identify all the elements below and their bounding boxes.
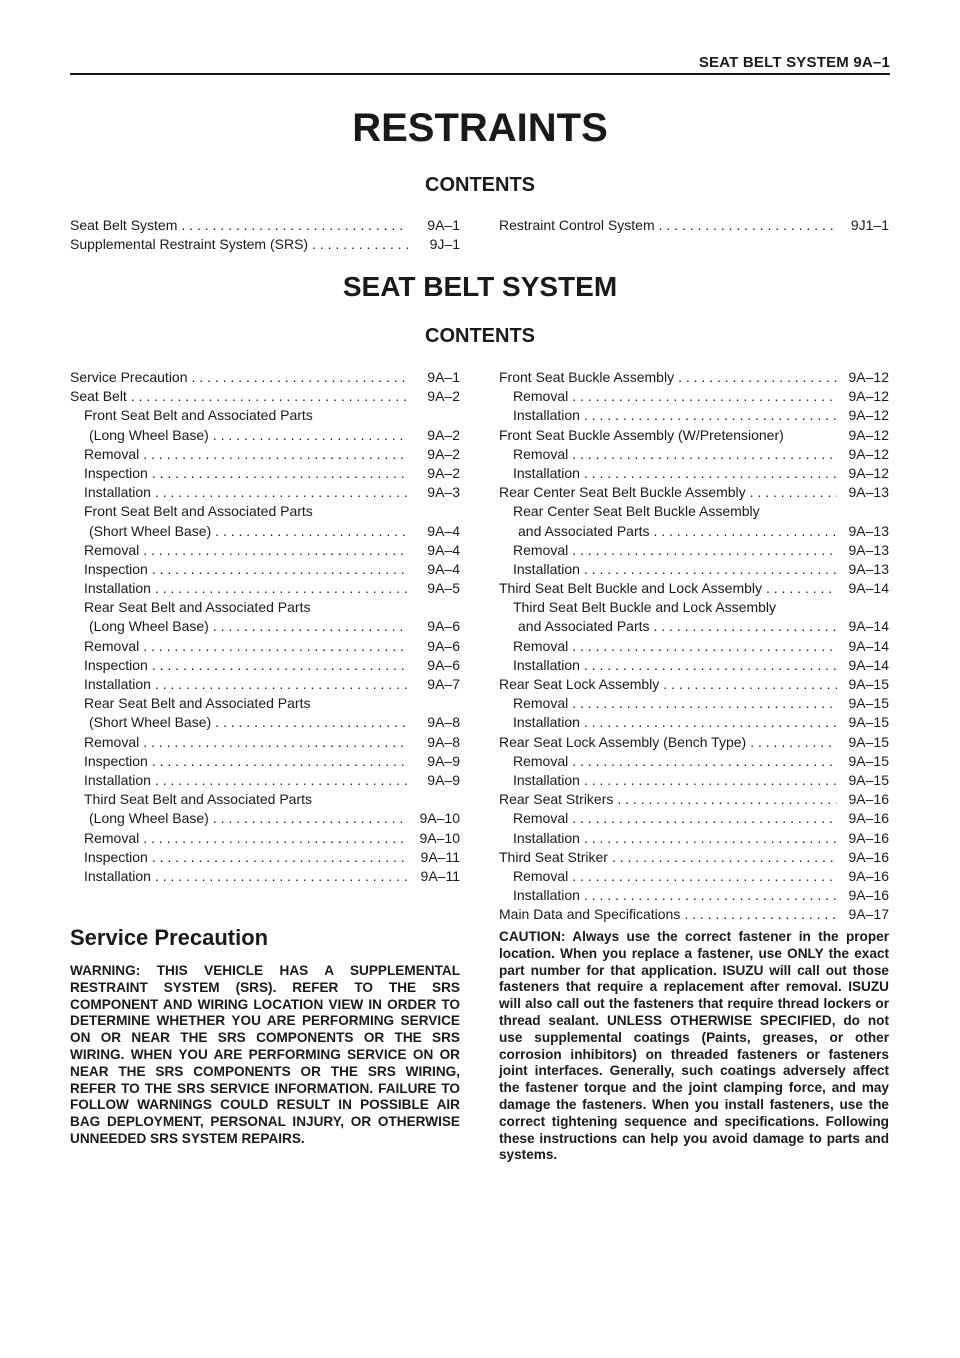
toc-entry-page: 9A–2	[427, 388, 460, 405]
toc-entry-page: 9A–6	[427, 618, 460, 635]
toc-leader-dots	[612, 848, 837, 867]
toc-entry-label: Seat Belt	[70, 388, 127, 405]
toc-leader-dots	[572, 867, 837, 886]
toc-entry-page: 9A–15	[848, 771, 889, 788]
toc-entry[interactable]	[70, 426, 460, 445]
toc-entry-page	[841, 598, 889, 617]
toc-leader-dots	[750, 733, 837, 752]
toc-entry-page: 9A–13	[848, 484, 889, 501]
toc-entry-label: Installation	[513, 771, 580, 788]
toc-entry-label: Removal	[84, 541, 140, 558]
toc-leader-dots	[654, 617, 837, 636]
toc-leader-dots	[572, 752, 837, 771]
toc-leader-dots	[152, 560, 408, 579]
toc-entry-label: Inspection	[84, 752, 148, 769]
service-precaution-heading: Service Precaution	[70, 925, 269, 950]
toc-entry-label: Removal	[84, 733, 140, 750]
toc-entry-label: Installation	[84, 867, 151, 884]
toc-entry-page: 9A–12	[848, 464, 889, 481]
toc-entry[interactable]	[499, 368, 889, 387]
toc-entry-page: 9A–8	[427, 733, 460, 750]
page-title: RESTRAINTS	[352, 106, 608, 150]
toc-entry-page: 9A–12	[848, 388, 889, 405]
toc-entry-label: Installation	[513, 560, 580, 577]
toc-entry-label: Third Seat Belt Buckle and Lock Assembly	[513, 599, 777, 616]
toc-leader-dots	[181, 216, 408, 235]
toc-leader-dots	[764, 502, 837, 521]
toc1-right	[499, 216, 889, 235]
toc-entry-label: and Associated Parts	[518, 618, 650, 635]
toc-entry-page: 9A–14	[848, 580, 889, 597]
toc-entry[interactable]	[70, 694, 460, 713]
toc-entry-label: Removal	[513, 637, 569, 654]
toc-entry[interactable]	[499, 733, 889, 752]
toc-leader-dots	[766, 579, 837, 598]
toc-entry-page: 9A–10	[419, 810, 460, 827]
toc-leader-dots	[572, 387, 837, 406]
toc-entry-page: 9A–17	[848, 906, 889, 923]
toc-entry-page: 9A–4	[427, 522, 460, 539]
toc-entry-label: (Long Wheel Base)	[89, 810, 209, 827]
toc-leader-dots	[584, 656, 837, 675]
toc-entry-label: Front Seat Belt and Associated Parts	[84, 407, 313, 424]
toc-leader-dots	[152, 848, 408, 867]
toc-entry-label: Installation	[84, 484, 151, 501]
toc-leader-dots	[155, 579, 408, 598]
toc-entry[interactable]	[70, 579, 460, 598]
header-rule	[70, 73, 890, 75]
toc-entry-page: 9A–15	[848, 676, 889, 692]
toc-entry-page: 9A–4	[427, 560, 460, 577]
toc-entry[interactable]	[499, 867, 889, 886]
toc-entry[interactable]	[70, 235, 460, 254]
toc-entry[interactable]	[499, 790, 889, 809]
toc-entry[interactable]	[499, 809, 889, 828]
toc-entry-label: Inspection	[84, 656, 148, 673]
toc-entry[interactable]	[499, 502, 889, 521]
toc-leader-dots	[788, 426, 837, 445]
toc-entry[interactable]	[70, 829, 460, 848]
toc-entry-page: 9A–12	[848, 407, 889, 424]
toc-entry[interactable]	[70, 368, 460, 387]
toc-entry-page: 9A–13	[848, 560, 889, 577]
toc-leader-dots	[780, 598, 837, 617]
toc-entry[interactable]	[70, 675, 460, 694]
toc-leader-dots	[213, 617, 408, 636]
toc-entry-label: Removal	[513, 867, 569, 884]
toc-entry[interactable]	[499, 694, 889, 713]
toc-entry-label: Removal	[513, 695, 569, 712]
toc-entry-label: (Long Wheel Base)	[89, 426, 209, 443]
toc-entry-page: 9A–14	[848, 656, 889, 673]
toc-entry[interactable]	[70, 848, 460, 867]
toc-entry[interactable]	[70, 483, 460, 502]
toc-entry-page: 9A–16	[848, 829, 889, 846]
toc-entry-page: 9A–14	[848, 618, 889, 635]
toc-entry-page: 9A–11	[420, 867, 460, 884]
toc-entry-page: 9A–15	[848, 752, 889, 769]
toc-entry-label: (Long Wheel Base)	[89, 618, 209, 635]
toc-entry[interactable]	[70, 637, 460, 656]
toc-entry-page: 9A–16	[848, 791, 889, 808]
toc-leader-dots	[152, 752, 408, 771]
toc-leader-dots	[316, 790, 408, 809]
toc-entry-page: 9A–2	[427, 426, 460, 443]
toc-leader-dots	[317, 406, 408, 425]
toc-entry[interactable]	[70, 790, 460, 809]
toc-entry[interactable]	[499, 656, 889, 675]
toc-entry-page: 9A–16	[848, 887, 889, 904]
toc-entry[interactable]	[499, 406, 889, 425]
toc-entry-label: Installation	[513, 656, 580, 673]
toc-entry-page: 9A–4	[427, 541, 460, 558]
toc-leader-dots	[152, 464, 408, 483]
toc-entry-label: Installation	[513, 714, 580, 731]
toc-entry[interactable]	[499, 637, 889, 656]
toc-entry[interactable]	[70, 733, 460, 752]
toc-entry-page: 9A–8	[427, 714, 460, 731]
toc-entry[interactable]	[499, 522, 889, 541]
toc-entry-label: Rear Seat Lock Assembly	[499, 676, 660, 692]
toc-entry-page	[412, 598, 460, 617]
toc-entry[interactable]	[499, 617, 889, 636]
toc-entry-page: 9A–16	[848, 848, 889, 865]
toc-leader-dots	[684, 905, 837, 924]
toc-entry-label: Supplemental Restraint System (SRS)	[70, 236, 309, 253]
toc-entry-page: 9A–15	[848, 733, 889, 750]
toc-entry[interactable]	[70, 387, 460, 406]
toc-entry-label: Removal	[513, 445, 569, 462]
toc-entry-label: Installation	[513, 887, 580, 904]
toc-leader-dots	[312, 235, 408, 254]
toc-entry-page: 9A–3	[427, 484, 460, 501]
toc-leader-dots	[143, 541, 408, 560]
toc-leader-dots	[213, 426, 408, 445]
toc-entry-label: (Short Wheel Base)	[89, 522, 212, 539]
toc-entry[interactable]	[70, 502, 460, 521]
toc-entry[interactable]	[499, 829, 889, 848]
toc-entry-label: Inspection	[84, 560, 148, 577]
toc-leader-dots	[617, 790, 837, 809]
toc-entry-page: 9A–16	[848, 867, 889, 884]
toc-entry-page: 9A–1	[427, 217, 460, 233]
toc-entry[interactable]	[70, 560, 460, 579]
toc-leader-dots	[155, 771, 408, 790]
toc-leader-dots	[572, 809, 837, 828]
toc-entry-label: Third Seat Belt and Associated Parts	[84, 791, 313, 808]
toc-entry[interactable]	[70, 656, 460, 675]
toc-entry[interactable]	[70, 464, 460, 483]
toc-leader-dots	[155, 483, 408, 502]
toc-entry-page: 9A–12	[848, 369, 889, 385]
toc-leader-dots	[572, 694, 837, 713]
toc-leader-dots	[584, 886, 837, 905]
toc-leader-dots	[659, 216, 837, 235]
toc-leader-dots	[215, 713, 408, 732]
toc-entry[interactable]	[70, 713, 460, 732]
toc-entry-label: Front Seat Belt and Associated Parts	[84, 503, 313, 520]
toc-entry-page: 9A–6	[427, 637, 460, 654]
toc-entry[interactable]	[499, 579, 889, 598]
toc-entry-page: 9A–9	[427, 771, 460, 788]
toc-leader-dots	[584, 560, 837, 579]
toc-entry-label: Removal	[513, 752, 569, 769]
toc-leader-dots	[131, 387, 408, 406]
toc-entry-label: Rear Seat Strikers	[499, 791, 614, 808]
toc-leader-dots	[584, 406, 837, 425]
toc-entry[interactable]	[499, 752, 889, 771]
toc-entry-label: Third Seat Belt Buckle and Lock Assembly	[499, 580, 763, 597]
toc-leader-dots	[215, 522, 408, 541]
toc-entry[interactable]	[70, 867, 460, 886]
running-header: SEAT BELT SYSTEM 9A–1	[698, 54, 890, 71]
section-contents-heading: CONTENTS	[425, 325, 535, 347]
toc-entry-page: 9A–12	[848, 426, 889, 443]
toc-entry-label: Removal	[513, 810, 569, 827]
toc-entry[interactable]	[499, 541, 889, 560]
toc-entry-page: 9J–1	[429, 236, 460, 253]
caution-paragraph: CAUTION: Always use the correct fastener in the proper location. When you replace a fastener, use ONLY the exact part number for that application. ISUZU will call out those fasteners that require a replacement after removal. ISUZU will also call out the fasteners that require thread lockers or thread sealant. UNLESS OTHERWISE SPECIFIED, do not use supplemental coatings (Paints, greases, or other corrosion inhibitors) on threaded fasteners or fasteners joint interfaces. Generally, such coatings adversely affect the fastener torque and the joint clamping force, and may damage the fasteners. When you install fasteners, use the correct tightening sequence and specifications. Following these instructions can help you avoid damage to parts and systems.	[499, 929, 889, 1163]
toc-entry-label: Removal	[84, 637, 140, 654]
toc-entry-label: Removal	[84, 829, 140, 846]
toc-entry-label: Installation	[84, 771, 151, 788]
toc-entry-label: Front Seat Buckle Assembly	[499, 369, 675, 385]
toc-entry-label: Third Seat Striker	[499, 848, 608, 865]
toc-entry-page: 9A–15	[848, 714, 889, 731]
toc-entry-page: 9A–7	[427, 676, 460, 692]
toc-entry-label: (Short Wheel Base)	[89, 714, 212, 731]
toc-leader-dots	[314, 694, 408, 713]
toc-entry[interactable]	[70, 445, 460, 464]
toc-entry-page: 9A–2	[427, 445, 460, 462]
toc-entry-label: Rear Seat Lock Assembly (Bench Type)	[499, 733, 747, 750]
toc-entry-page: 9J1–1	[850, 217, 889, 233]
toc-entry-page: 9A–13	[848, 541, 889, 558]
toc-entry-page	[412, 694, 460, 713]
toc-entry[interactable]	[70, 771, 460, 790]
toc2-left	[70, 368, 460, 886]
contents-heading: CONTENTS	[425, 174, 535, 196]
toc-leader-dots	[584, 464, 837, 483]
toc-entry-label: Installation	[513, 407, 580, 424]
toc-leader-dots	[143, 637, 408, 656]
toc-entry[interactable]	[499, 483, 889, 502]
toc-leader-dots	[750, 483, 837, 502]
toc-leader-dots	[213, 809, 408, 828]
toc-entry[interactable]	[499, 216, 889, 235]
toc-entry-page: 9A–13	[848, 522, 889, 539]
toc-entry[interactable]	[70, 617, 460, 636]
toc-entry-page: 9A–10	[419, 829, 460, 846]
toc-entry[interactable]	[499, 675, 889, 694]
toc-entry[interactable]	[499, 560, 889, 579]
toc2-right	[499, 368, 889, 924]
toc-entry-page	[412, 790, 460, 809]
toc-leader-dots	[572, 541, 837, 560]
toc-entry[interactable]	[499, 464, 889, 483]
toc-entry-label: Main Data and Specifications	[499, 906, 681, 923]
toc-entry[interactable]	[499, 387, 889, 406]
toc-entry[interactable]	[70, 216, 460, 235]
toc-entry-label: Installation	[513, 464, 580, 481]
toc-leader-dots	[572, 445, 837, 464]
toc-entry[interactable]	[70, 598, 460, 617]
toc-entry-label: Seat Belt System	[70, 217, 178, 233]
toc-entry-label: Inspection	[84, 464, 148, 481]
toc-entry-page	[841, 502, 889, 521]
toc-entry[interactable]	[70, 522, 460, 541]
toc-entry-label: Service Precaution	[70, 369, 188, 385]
toc-entry-page	[412, 502, 460, 521]
toc-entry-label: and Associated Parts	[518, 522, 650, 539]
toc-entry-label: Inspection	[84, 848, 148, 865]
toc-entry[interactable]	[499, 771, 889, 790]
toc-leader-dots	[152, 656, 408, 675]
toc-entry-page: 9A–12	[848, 445, 889, 462]
toc-entry[interactable]	[70, 752, 460, 771]
toc-entry-page: 9A–1	[427, 369, 460, 385]
toc-entry-label: Rear Seat Belt and Associated Parts	[84, 599, 311, 616]
toc-leader-dots	[317, 502, 408, 521]
toc-leader-dots	[654, 522, 837, 541]
section-title: SEAT BELT SYSTEM	[342, 271, 618, 302]
toc-entry[interactable]	[499, 426, 889, 445]
toc-entry[interactable]	[70, 541, 460, 560]
toc-entry-label: Rear Center Seat Belt Buckle Assembly	[513, 503, 760, 520]
toc-leader-dots	[584, 713, 837, 732]
toc-entry-label: Installation	[84, 676, 151, 692]
toc-entry-page: 9A–15	[848, 695, 889, 712]
toc-entry-label: Installation	[84, 580, 151, 597]
toc-entry-label: Installation	[513, 829, 580, 846]
toc-leader-dots	[143, 733, 408, 752]
toc-leader-dots	[143, 829, 408, 848]
toc-leader-dots	[584, 829, 837, 848]
toc-leader-dots	[663, 675, 837, 694]
toc-entry-page: 9A–11	[420, 848, 460, 865]
toc-entry[interactable]	[499, 713, 889, 732]
toc-entry[interactable]	[499, 848, 889, 867]
warning-paragraph: WARNING: THIS VEHICLE HAS A SUPPLEMENTAL RESTRAINT SYSTEM (SRS). REFER TO THE SRS COMPONENT AND WIRING LOCATION VIEW IN ORDER TO DETERMINE WHETHER YOU ARE PERFORMING SERVICE ON OR NEAR THE SRS COMPONENTS OR THE SRS WIRING. WHEN YOU ARE PERFORMING SERVICE ON OR NEAR THE SRS COMPONENTS OR THE SRS WIRING, REFER TO THE SRS SERVICE INFORMATION. FAILURE TO FOLLOW WARNINGS COULD RESULT IN POSSIBLE AIR BAG DEPLOYMENT, PERSONAL INJURY, OR OTHERWISE UNNEEDED SRS SYSTEM REPAIRS.	[70, 963, 460, 1146]
toc-entry-page: 9A–16	[848, 810, 889, 827]
toc-entry-page: 9A–9	[427, 752, 460, 769]
toc1-left	[70, 216, 460, 254]
toc-entry-label: Removal	[513, 541, 569, 558]
toc-entry-page: 9A–6	[427, 656, 460, 673]
toc-leader-dots	[192, 368, 408, 387]
toc-entry[interactable]	[499, 598, 889, 617]
toc-entry-page: 9A–2	[427, 464, 460, 481]
toc-entry-page: 9A–14	[848, 637, 889, 654]
toc-leader-dots	[572, 637, 837, 656]
toc-entry-label: Removal	[84, 445, 140, 462]
toc-entry[interactable]	[70, 809, 460, 828]
toc-leader-dots	[584, 771, 837, 790]
toc-entry-label: Rear Center Seat Belt Buckle Assembly	[499, 484, 746, 501]
toc-leader-dots	[155, 867, 408, 886]
toc-entry-page	[412, 406, 460, 425]
toc-leader-dots	[678, 368, 837, 387]
toc-entry-label: Rear Seat Belt and Associated Parts	[84, 695, 311, 712]
toc-entry[interactable]	[499, 886, 889, 905]
toc-leader-dots	[314, 598, 408, 617]
toc-entry[interactable]	[499, 905, 889, 924]
toc-entry-page: 9A–5	[427, 580, 460, 597]
toc-entry-label: Restraint Control System	[499, 217, 655, 233]
toc-entry-label: Removal	[513, 388, 569, 405]
toc-leader-dots	[155, 675, 408, 694]
toc-entry-label: Front Seat Buckle Assembly (W/Pretensioner)	[499, 426, 784, 443]
toc-entry[interactable]	[499, 445, 889, 464]
toc-entry[interactable]	[70, 406, 460, 425]
toc-leader-dots	[143, 445, 408, 464]
